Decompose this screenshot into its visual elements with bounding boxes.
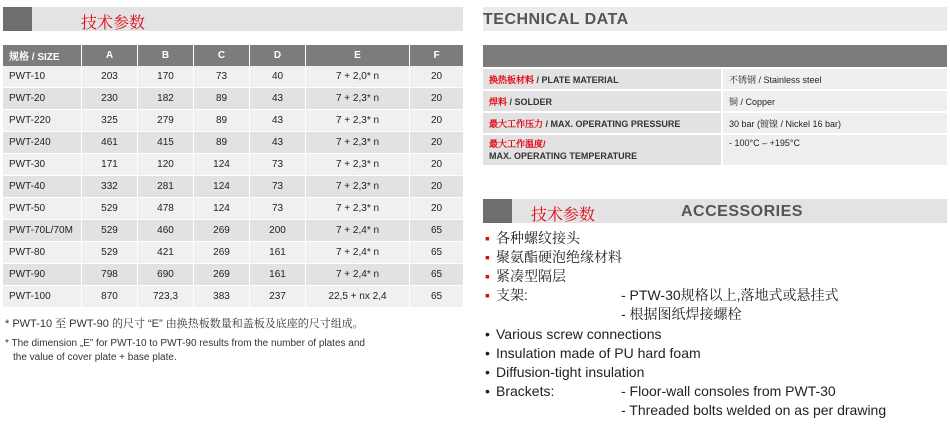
col-c: C (194, 45, 250, 66)
cell-b: 415 (138, 132, 194, 154)
table-row (3, 176, 463, 198)
cell-a: 798 (82, 264, 138, 286)
cell-b: 182 (138, 88, 194, 110)
cell-e: 7 + 2,3* n (306, 154, 410, 176)
bullet: ▪ (485, 287, 490, 303)
cell-c: 89 (194, 132, 250, 154)
tech-label-en: MAX. OPERATING TEMPERATURE (489, 151, 638, 161)
cell-size: PWT-20 (3, 88, 82, 110)
bullet: • (485, 345, 490, 361)
cell-d: 200 (250, 220, 306, 242)
cell-d: 43 (250, 88, 306, 110)
accessory-subtext: - Floor-wall consoles from PWT-30 (621, 383, 836, 399)
cell-e: 7 + 2,3* n (306, 132, 410, 154)
tech-label-cn: 换热板材料 (489, 74, 535, 85)
tech-label-en: / PLATE MATERIAL (534, 74, 619, 85)
cell-c: 269 (194, 220, 250, 242)
tech-row (483, 68, 947, 90)
cell-b: 723,3 (138, 286, 194, 308)
accessory-text: 聚氨酯硬泡绝缘材料 (496, 249, 622, 265)
footnote-cn: * PWT-10 至 PWT-90 的尺寸 “E” 由换热板数量和盖板及底座的尺寸组成。 (5, 318, 364, 330)
accessory-text: Brackets: (496, 383, 555, 399)
col-size: 规格 / SIZE (3, 45, 82, 66)
table-row (3, 286, 463, 308)
cell-e: 7 + 2,3* n (306, 176, 410, 198)
cell-d: 73 (250, 176, 306, 198)
tech-value: 不锈钢 / Stainless steel (722, 68, 947, 90)
cell-a: 461 (82, 132, 138, 154)
cell-f: 20 (410, 110, 464, 132)
bullet: • (485, 364, 490, 380)
cell-f: 20 (410, 132, 464, 154)
cell-f: 20 (410, 88, 464, 110)
cell-e: 7 + 2,4* n (306, 242, 410, 264)
table-row (3, 110, 463, 132)
cell-a: 171 (82, 154, 138, 176)
cell-c: 73 (194, 66, 250, 88)
cell-size: PWT-10 (3, 66, 82, 88)
cell-f: 20 (410, 66, 464, 88)
tech-label (483, 68, 722, 90)
tech-value: 铜 / Copper (722, 90, 947, 112)
cell-d: 40 (250, 66, 306, 88)
cell-d: 43 (250, 110, 306, 132)
bullet: • (485, 383, 490, 399)
cell-d: 43 (250, 132, 306, 154)
table-row (3, 264, 463, 286)
cell-d: 73 (250, 154, 306, 176)
cell-a: 203 (82, 66, 138, 88)
accessory-text: Various screw connections (496, 326, 662, 342)
right-header-title: TECHNICAL DATA (483, 11, 629, 28)
header-marker-block (3, 7, 32, 31)
cell-a: 529 (82, 242, 138, 264)
accessories-header (483, 199, 947, 223)
footnote-en-line2: the value of cover plate + base plate. (13, 352, 177, 363)
cell-size: PWT-90 (3, 264, 82, 286)
left-section-header (3, 7, 463, 31)
tech-label-en: / SOLDER (507, 96, 553, 107)
cell-c: 124 (194, 198, 250, 220)
right-section-header (483, 7, 947, 31)
technical-data-table (483, 45, 947, 167)
table-row (3, 154, 463, 176)
cell-c: 124 (194, 154, 250, 176)
bullet: • (485, 326, 490, 342)
cell-size: PWT-240 (3, 132, 82, 154)
table-row (3, 66, 463, 88)
cell-size: PWT-220 (3, 110, 82, 132)
cell-b: 281 (138, 176, 194, 198)
cell-c: 269 (194, 264, 250, 286)
cell-b: 421 (138, 242, 194, 264)
col-e: E (306, 45, 410, 66)
cell-a: 325 (82, 110, 138, 132)
cell-size: PWT-40 (3, 176, 82, 198)
tech-label-cn: 最大工作压力 (489, 118, 544, 129)
cell-e: 7 + 2,3* n (306, 110, 410, 132)
size-spec-table (3, 45, 463, 308)
tech-row (483, 134, 947, 166)
tech-table-header-row (483, 45, 947, 68)
table-row (3, 88, 463, 110)
accessory-subtext: - Threaded bolts welded on as per drawing (621, 402, 887, 418)
accessory-text: Diffusion-tight insulation (496, 364, 645, 380)
tech-label-cn: 最大工作温度/ (489, 139, 546, 149)
cell-size: PWT-80 (3, 242, 82, 264)
cell-c: 124 (194, 176, 250, 198)
cell-a: 529 (82, 198, 138, 220)
accessories-title-cn: 技术参数 (531, 207, 596, 224)
cell-b: 120 (138, 154, 194, 176)
cell-e: 7 + 2,3* n (306, 198, 410, 220)
cell-c: 383 (194, 286, 250, 308)
cell-d: 161 (250, 264, 306, 286)
cell-b: 460 (138, 220, 194, 242)
cell-d: 161 (250, 242, 306, 264)
cell-f: 65 (410, 286, 464, 308)
accessories-title-en: ACCESSORIES (681, 203, 803, 220)
cell-e: 7 + 2,4* n (306, 220, 410, 242)
cell-size: PWT-100 (3, 286, 82, 308)
left-header-title: 技术参数 (81, 15, 146, 32)
tech-value: 30 bar (镀镍 / Nickel 16 bar) (722, 112, 947, 134)
col-a: A (82, 45, 138, 66)
cell-c: 89 (194, 110, 250, 132)
accessory-text: 支架: (496, 287, 528, 303)
cell-a: 529 (82, 220, 138, 242)
accessory-text: 紧凑型隔层 (496, 268, 566, 284)
accessory-subtext: - PTW-30规格以上,落地式或悬挂式 (621, 287, 839, 303)
cell-e: 22,5 + nx 2,4 (306, 286, 410, 308)
col-d: D (250, 45, 306, 66)
bullet: ▪ (485, 230, 490, 246)
cell-a: 332 (82, 176, 138, 198)
cell-b: 690 (138, 264, 194, 286)
cell-d: 237 (250, 286, 306, 308)
tech-label (483, 134, 722, 166)
accessory-subtext: - 根据图纸焊接螺栓 (621, 306, 742, 322)
bullet: ▪ (485, 249, 490, 265)
table-row (3, 132, 463, 154)
tech-row (483, 112, 947, 134)
cell-f: 20 (410, 198, 464, 220)
cell-size: PWT-70L/70M (3, 220, 82, 242)
footnote-en-line1: * The dimension „E” for PWT-10 to PWT-90 results from the number of plates and (5, 338, 365, 349)
cell-b: 170 (138, 66, 194, 88)
cell-b: 478 (138, 198, 194, 220)
col-b: B (138, 45, 194, 66)
accessory-text: 各种螺纹接头 (496, 230, 580, 246)
table-row (3, 198, 463, 220)
tech-label (483, 112, 722, 134)
cell-e: 7 + 2,3* n (306, 88, 410, 110)
header-marker-block (483, 199, 512, 223)
cell-f: 65 (410, 264, 464, 286)
col-f: F (410, 45, 464, 66)
cell-d: 73 (250, 198, 306, 220)
cell-size: PWT-50 (3, 198, 82, 220)
tech-row (483, 90, 947, 112)
cell-c: 89 (194, 88, 250, 110)
bullet: ▪ (485, 268, 490, 284)
cell-a: 230 (82, 88, 138, 110)
tech-label-cn: 焊料 (489, 96, 508, 107)
table-row (3, 242, 463, 264)
cell-f: 20 (410, 154, 464, 176)
cell-c: 269 (194, 242, 250, 264)
tech-label-en: / MAX. OPERATING PRESSURE (543, 118, 681, 129)
cell-size: PWT-30 (3, 154, 82, 176)
cell-b: 279 (138, 110, 194, 132)
cell-f: 65 (410, 220, 464, 242)
cell-a: 870 (82, 286, 138, 308)
tech-table-header-cell (483, 45, 947, 68)
cell-e: 7 + 2,4* n (306, 264, 410, 286)
cell-f: 20 (410, 176, 464, 198)
spec-table-header-row (3, 45, 463, 66)
cell-f: 65 (410, 242, 464, 264)
tech-label (483, 90, 722, 112)
tech-value: - 100°C – +195°C (722, 134, 947, 166)
cell-e: 7 + 2,0* n (306, 66, 410, 88)
accessory-text: Insulation made of PU hard foam (496, 345, 701, 361)
table-row (3, 220, 463, 242)
